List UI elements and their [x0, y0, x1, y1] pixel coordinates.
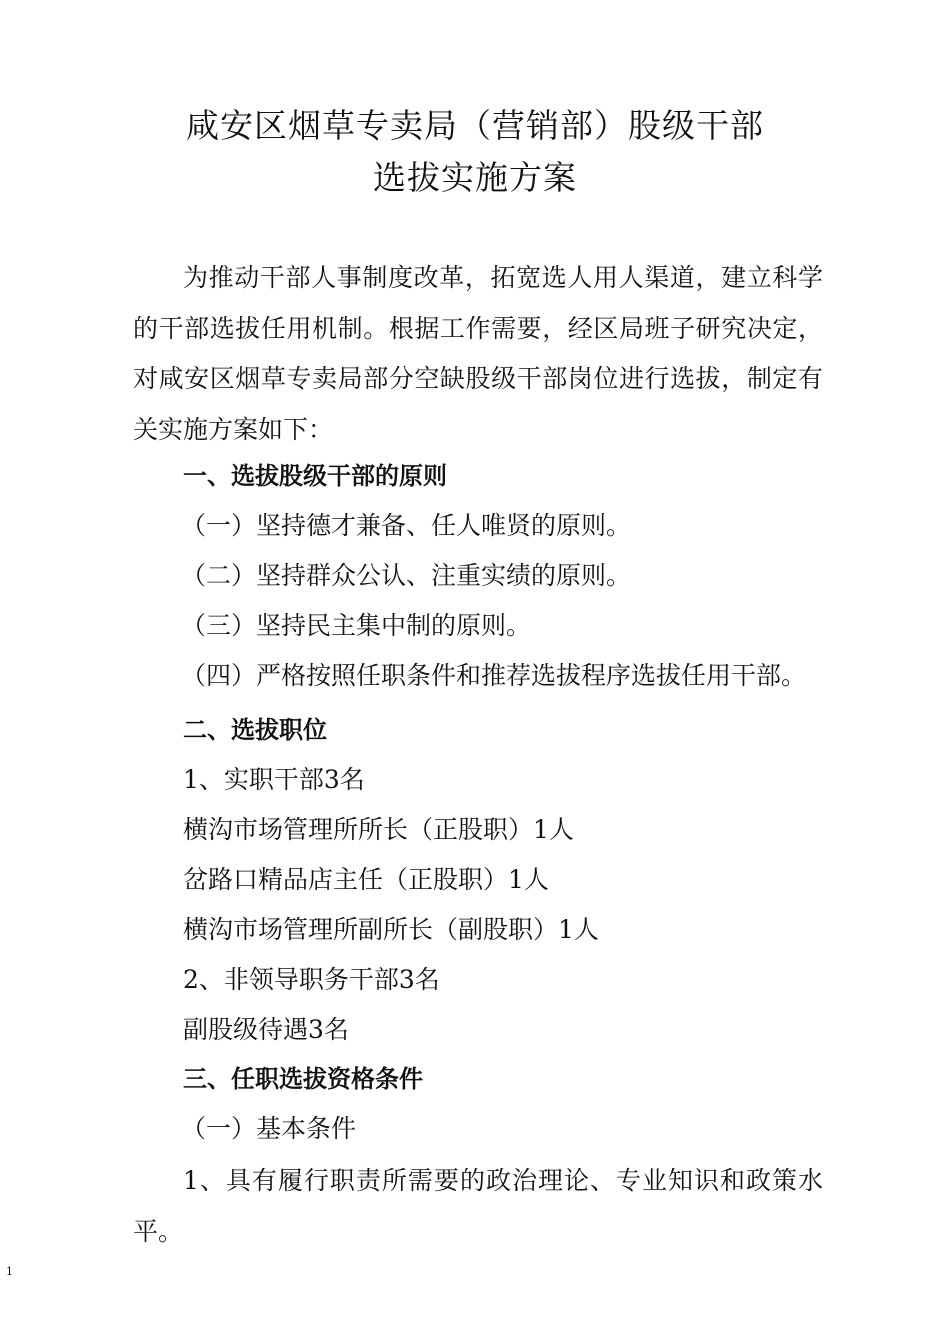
intro-paragraph: 为推动干部人事制度改革，拓宽选人用人渠道，建立科学的干部选拔任用机制。根据工作需要，经区局班子研究决定，对咸安区烟草专卖局部分空缺股级干部岗位进行选拔，制定有关实施方案如下： — [133, 263, 823, 444]
section2-line-1: 1、实职干部3名 — [183, 765, 365, 794]
section3-subheading: （一）基本条件 — [181, 1114, 357, 1143]
section2-line-5: 2、非领导职务干部3名 — [183, 965, 440, 994]
document-title-line1: 咸安区烟草专卖局（营销部）股级干部 — [186, 106, 764, 145]
section3-heading: 三、任职选拔资格条件 — [183, 1065, 423, 1093]
section1-item-2: （二）坚持群众公认、注重实绩的原则。 — [181, 561, 632, 590]
section3-paragraph-1: 1、具有履行职责所需要的政治理论、专业知识和政策水平。 — [133, 1166, 823, 1246]
section2-line-3: 岔路口精品店主任（正股职）1人 — [183, 865, 549, 894]
section2-line-4: 横沟市场管理所副所长（副股职）1人 — [183, 915, 599, 944]
document-title-line2: 选拔实施方案 — [373, 158, 577, 197]
section2-line-6: 副股级待遇3名 — [183, 1015, 349, 1044]
section1-item-3: （三）坚持民主集中制的原则。 — [181, 611, 532, 640]
page-number: 1 — [6, 1265, 13, 1278]
section1-heading: 一、选拔股级干部的原则 — [183, 462, 447, 490]
section2-heading: 二、选拔职位 — [183, 716, 327, 744]
section1-item-1: （一）坚持德才兼备、任人唯贤的原则。 — [181, 511, 632, 540]
section2-line-2: 横沟市场管理所所长（正股职）1人 — [183, 815, 574, 844]
section1-item-4: （四）严格按照任职条件和推荐选拔程序选拔任用干部。 — [181, 661, 807, 690]
